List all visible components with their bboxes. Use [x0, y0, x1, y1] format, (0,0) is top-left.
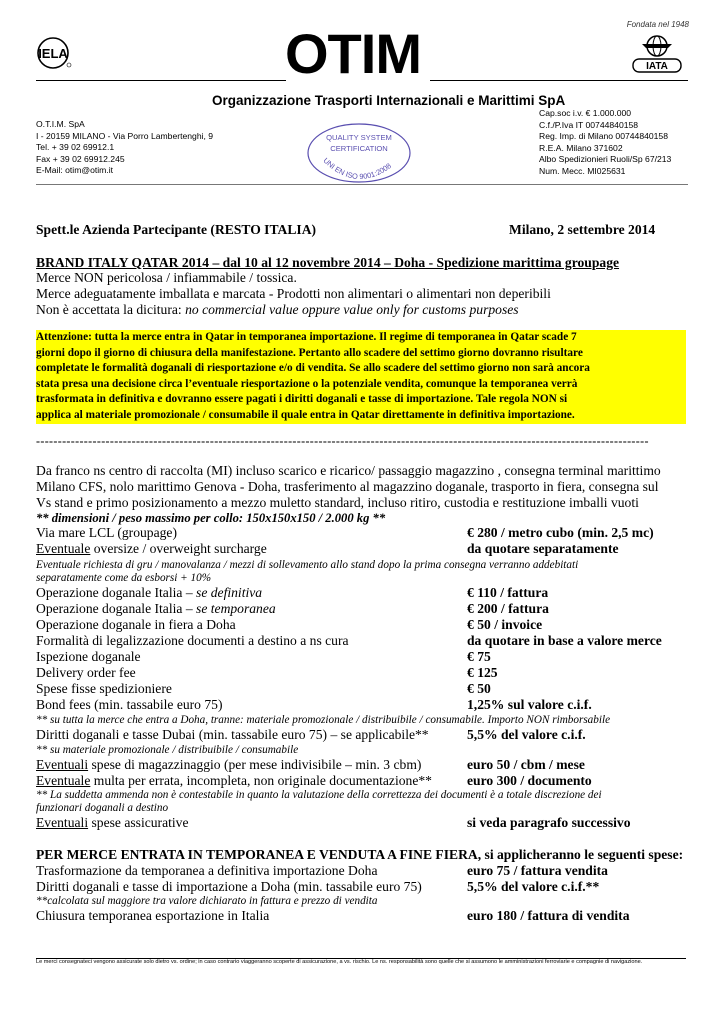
row-label [36, 585, 262, 601]
row-value: € 110 / fattura [467, 585, 549, 600]
attention-line: Attenzione: tutta la merce entra in Qatar in temporanea importazione. Il regime di temporanea in Qatar scade 7 [36, 331, 577, 343]
row-value: da quotare in base a valore merce [467, 633, 662, 648]
intro-text: Non è accettata la dicitura: [36, 302, 186, 317]
row-label-text: spese di magazzinaggio (per mese indivisibile – min. 3 cbm) [88, 757, 422, 772]
address-line: I - 20159 MILANO - Via Porro Lambertenghi, 9 [36, 130, 214, 141]
row-label-underlined: Eventuali [36, 757, 89, 772]
registry-line: Reg. Imp. di Milano 00744840158 [539, 131, 668, 141]
description-line: Milano CFS, nolo marittimo Genova - Doha, trasferimento al magazzino doganale, trasporto in fiera, consegna sul [36, 479, 659, 494]
registry-block [539, 108, 671, 177]
row-value: € 75 [467, 649, 491, 664]
row-label: Via mare LCL (groupage) [36, 525, 177, 540]
row-label: Spese fisse spedizioniere [36, 681, 172, 696]
stamp-line-3: UNI EN ISO 9001:2008 [321, 155, 393, 182]
row-value: da quotare separatamente [467, 541, 619, 556]
row-value: 5,5% del valore c.i.f.** [467, 879, 600, 894]
row-value: euro 75 / fattura vendita [467, 863, 608, 878]
founded-note: Fondata nel 1948 [626, 20, 689, 29]
header-bottom-rule [36, 184, 688, 185]
iela-logo [36, 36, 72, 70]
svg-text:IATA: IATA [646, 61, 668, 72]
row-note: ** su tutta la merce che entra a Doha, tranne: materiale promozionale / distribuibile / consumabile. Importo NON rimborsabile [36, 714, 611, 726]
sold-heading: PER MERCE ENTRATA IN TEMPORANEA E VENDUTA A FINE FIERA, si applicheranno le seguenti spese: [36, 847, 684, 862]
row-label: Formalità di legalizzazione documenti a destino a ns cura [36, 633, 349, 648]
iata-logo [628, 34, 686, 74]
dimensions-note: ** dimensioni / peso massimo per collo: 150x150x150 / 2.000 kg ** [36, 511, 386, 525]
company-name: OTIM [285, 22, 421, 85]
row-label-italic: se temporanea [196, 601, 276, 616]
row-note: **calcolata sul maggiore tra valore dichiarato in fattura e prezzo di vendita [36, 895, 378, 907]
row-note: Eventuale richiesta di gru / manovalanza / mezzi di sollevamento allo stand dopo la prima consegna verranno addebitati [36, 559, 579, 571]
row-label-text: Operazione doganale Italia – [36, 601, 197, 616]
row-label-underlined: Eventuale [36, 541, 91, 556]
letter-date: Milano, 2 settembre 2014 [509, 222, 656, 237]
row-value: € 50 [467, 681, 491, 696]
row-value: euro 300 / documento [467, 773, 592, 788]
separator: --------------------------------------------------------------------------------------------------------------------------------------------- [36, 434, 649, 448]
attention-line: stata presa una decisione circa l’eventuale riesportazione o la potenziale vendita, comunque la temporanea verrà [36, 377, 578, 390]
row-label-underlined: Eventuale [36, 773, 91, 788]
description-line: Vs stand e primo posizionamento a mezzo muletto standard, incluso ritiro, custodia e restituzione imballi vuoti [36, 495, 639, 510]
row-note: funzionari doganali a destino [36, 802, 169, 814]
stamp-line-2: CERTIFICATION [330, 144, 388, 153]
attention-box [36, 330, 686, 424]
row-value: € 50 / invoice [467, 617, 543, 632]
quality-certification-stamp [306, 122, 412, 184]
row-label [36, 815, 189, 831]
row-value: si veda paragrafo successivo [467, 815, 631, 830]
row-note: separatamente come da esborsi + 10% [36, 572, 212, 584]
subject: BRAND ITALY QATAR 2014 – dal 10 al 12 novembre 2014 – Doha - Spedizione marittima groupage [36, 255, 620, 270]
row-label-italic: se definitiva [196, 585, 263, 600]
registry-line: Num. Mecc. MI025631 [539, 165, 626, 176]
row-label-underlined: Eventuali [36, 815, 89, 830]
address-line: O.T.I.M. SpA [36, 119, 85, 129]
registry-line: Albo Spedizionieri Ruoli/Sp 67/213 [539, 154, 672, 164]
row-label [36, 773, 432, 789]
company-subtitle: Organizzazione Trasporti Internazionali e Marittimi SpA [212, 93, 566, 108]
description-line: Da franco ns centro di raccolta (MI) incluso scarico e ricarico/ passaggio magazzino , consegna terminal marittimo [36, 463, 661, 478]
svg-text:IELA: IELA [38, 46, 68, 61]
row-value: 5,5% del valore c.i.f. [467, 727, 586, 742]
attention-line: giorni dopo il giorno di chiusura della manifestazione. Pertanto allo scadere del settimo giorno dovranno risultare [36, 346, 583, 359]
row-label [36, 757, 421, 773]
row-label-text: oversize / overweight surcharge [90, 541, 267, 556]
row-value: 1,25% sul valore c.i.f. [467, 697, 592, 712]
row-note: ** su materiale promozionale / distribuibile / consumabile [36, 744, 299, 756]
stamp-line-1: QUALITY SYSTEM [326, 133, 392, 142]
row-value: € 125 [467, 665, 498, 680]
row-label: Bond fees (min. tassabile euro 75) [36, 697, 223, 712]
row-label: Delivery order fee [36, 665, 136, 680]
attention-line: trasformata in definitiva e dovranno essere pagati i diritti doganali e tasse di importazione. Tale regola NON si [36, 393, 568, 406]
email: E-Mail: otim@otim.it [36, 165, 114, 175]
row-value: € 200 / fattura [467, 601, 549, 616]
row-value: € 280 / metro cubo (min. 2,5 mc) [467, 525, 654, 540]
header-rule-right [430, 80, 688, 81]
row-label: Operazione doganale in fiera a Doha [36, 617, 236, 632]
recipient: Spett.le Azienda Partecipante (RESTO ITALIA) [36, 222, 317, 237]
registry-line: R.E.A. Milano 371602 [539, 142, 623, 153]
row-label: Diritti doganali e tasse Dubai (min. tassabile euro 75) – se applicabile** [36, 727, 429, 742]
intro-line: Merce NON pericolosa / infiammabile / tossica. [36, 270, 297, 285]
row-label: Ispezione doganale [36, 649, 141, 664]
row-label [36, 601, 276, 617]
row-label-text: spese assicurative [88, 815, 189, 830]
row-label: Chiusura temporanea esportazione in Italia [36, 908, 270, 923]
row-label-text: multa per errata, incompleta, non originale documentazione** [90, 773, 432, 788]
phone: Tel. + 39 02 69912.1 [36, 142, 115, 152]
row-value: euro 180 / fattura di vendita [467, 908, 630, 923]
address-block [36, 119, 213, 177]
header-rule-left [36, 80, 286, 81]
attention-line: completate le formalità doganali di riesportazione e/o di vendita. Se allo scadere del settimo giorno non sarà ancora [36, 362, 590, 375]
row-value: euro 50 / cbm / mese [467, 757, 585, 772]
registry-line: C.f./P.Iva IT 00744840158 [539, 119, 639, 130]
intro-line: Merce adeguatamente imballata e marcata - Prodotti non alimentari o alimentari non deperibili [36, 286, 551, 301]
intro-italic: no commercial value oppure value only for customs purposes [185, 302, 519, 317]
intro-line [36, 302, 519, 318]
row-label: Trasformazione da temporanea a definitiva importazione Doha [36, 863, 378, 878]
fax: Fax + 39 02 69912.245 [36, 153, 125, 164]
footer-note: Le merci consegnateci vengono assicurate solo dietro vs. ordine; in caso contrario viaggeranno scoperte di assicurazione, a vs. rischio. Le ns. responsabilità sono quelle che si assumono le amministrazioni ferroviarie e compagnie di navigazione. [36, 959, 643, 965]
row-note: ** La suddetta ammenda non è contestabile in quanto la valutazione della correttezza dei documenti è a totale discrezione dei [36, 789, 602, 801]
row-label-text: Operazione doganale Italia – [36, 585, 197, 600]
registry-line: Cap.soc i.v. € 1.000.000 [539, 108, 632, 118]
row-label: Diritti doganali e tasse di importazione a Doha (min. tassabile euro 75) [36, 879, 422, 894]
row-label [36, 541, 267, 557]
attention-line: applica al materiale promozionale / consumabile il quale entra in Qatar direttamente in definitiva importazione. [36, 408, 575, 421]
